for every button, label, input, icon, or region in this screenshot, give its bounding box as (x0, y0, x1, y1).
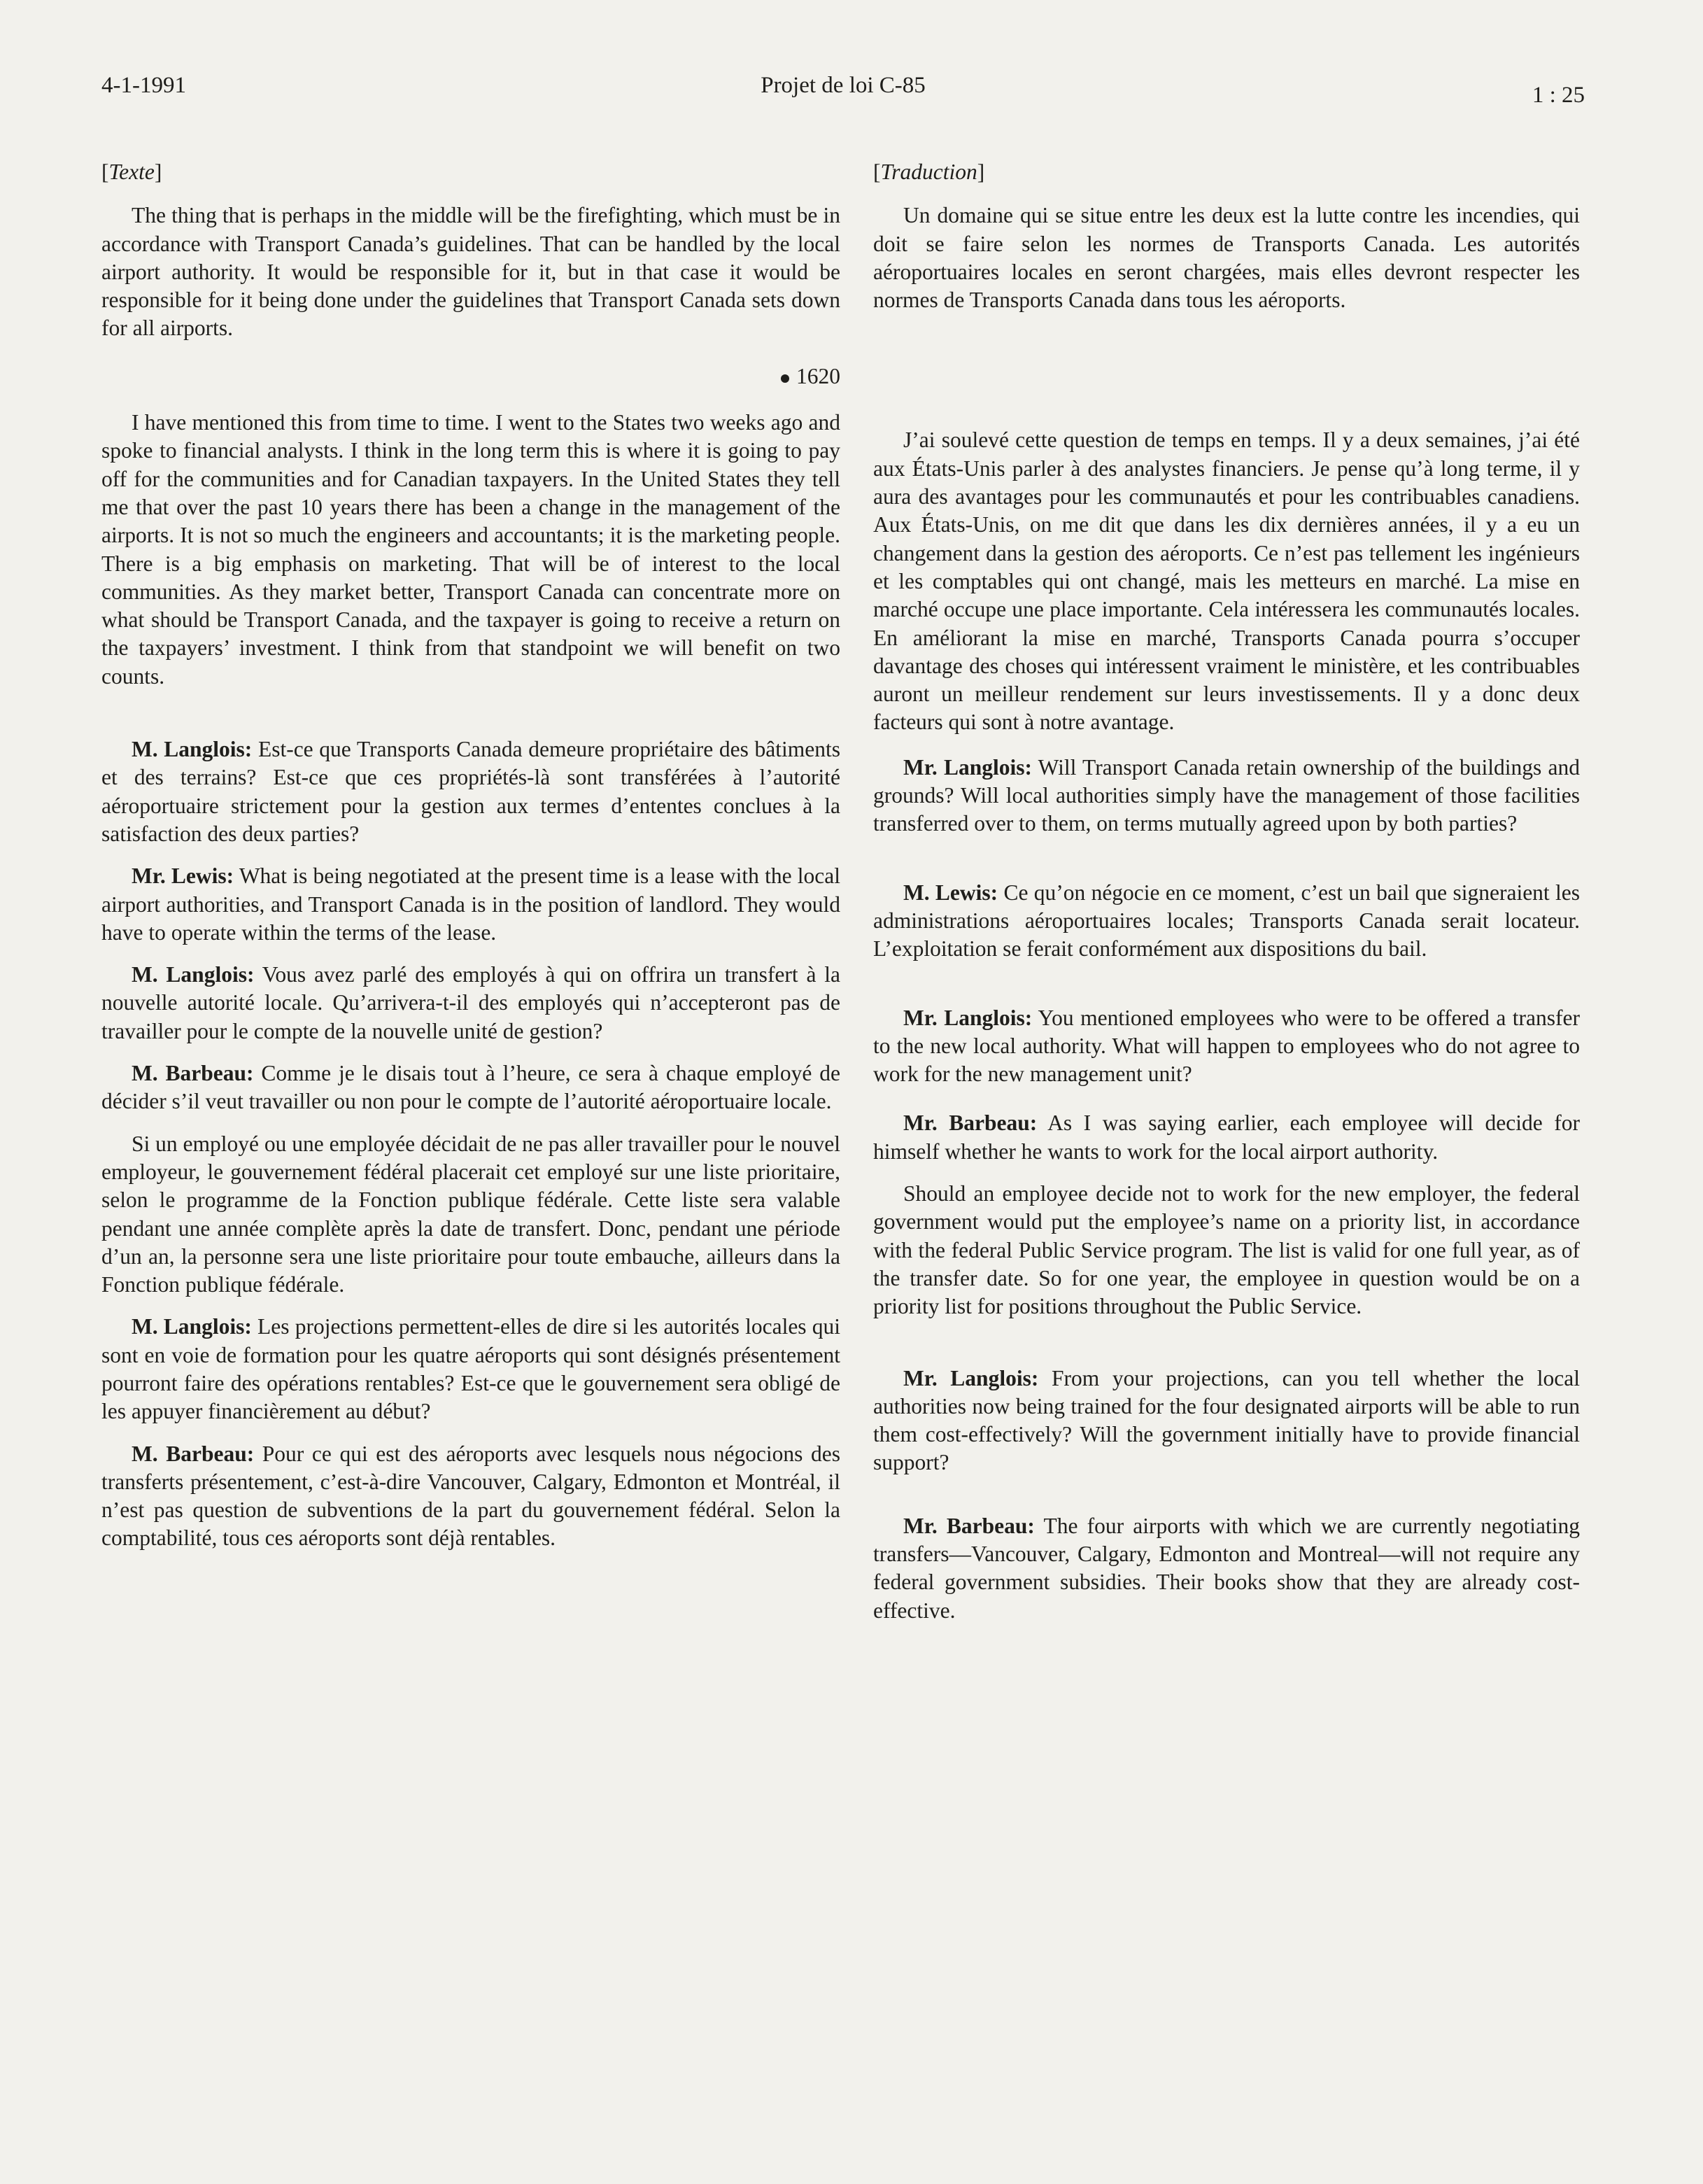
left-column-english (101, 158, 840, 1553)
speaker-text: From your projections, can you tell whether the local authorities now being trained for the four designated airports will be able to run them cost-effectively? Will the government initially have to provide financial support? (873, 1365, 1580, 1475)
timestamp-marker (101, 362, 840, 390)
label-close-bracket: ] (977, 160, 985, 184)
bullet-icon (781, 374, 789, 383)
label-open-bracket: [ (873, 160, 881, 184)
speaker-paragraph (873, 1004, 1580, 1089)
speaker-name: Mr. Langlois: (903, 1365, 1039, 1390)
speaker-paragraph (101, 1440, 840, 1553)
speaker-paragraph (873, 1109, 1580, 1166)
paragraph: Should an employee decide not to work for the new employer, the federal government would put the employee’s name on a priority list, in accordance with the federal Public Service program. The list is valid for one full year, as of the transfer date. So for one year, the employee in question would be on a priority list for positions throughout the Public Service. (873, 1181, 1580, 1319)
speaker-text: Pour ce qui est des aéroports avec lesquels nous négocions des transferts présentement, c’est-à-dire Vancouver, Calgary, Edmonton et Montréal, il n’est pas question de subventions de la part du gouvernement fédéral. Selon la comptabilité, tous ces aéroports sont déjà rentables. (101, 1441, 840, 1551)
right-column-french (873, 158, 1580, 1625)
speaker-name: Mr. Langlois: (903, 1005, 1033, 1030)
speaker-paragraph (101, 862, 840, 947)
page-header (101, 73, 1585, 115)
speaker-paragraph (873, 1365, 1580, 1477)
speaker-text: As I was saying earlier, each employee will decide for himself whether he wants to work for the local airport authority. (873, 1111, 1580, 1164)
paragraph: I have mentioned this from time to time. I went to the States two weeks ago and spoke to financial analysts. I think in the long term this is where it is going to pay off for the communities and for Canadian taxpayers. In the United States they tell me that over the past 10 years there has been a change in the management of the airports. It is not so much the engineers and accountants; it is the marketing people. There is a big emphasis on marketing. That will be of interest to the local communities. As they market better, Transport Canada can concentrate more on what should be Transport Canada, and the taxpayer is going to receive a return on the taxpayers’ investment. I think from that standpoint we will benefit on two counts. (101, 410, 840, 689)
section-label-traduction (873, 158, 1580, 186)
speaker-name: Mr. Langlois: (903, 754, 1032, 780)
speaker-name: M. Barbeau: (132, 1061, 254, 1086)
speaker-name: M. Langlois: (132, 1314, 252, 1339)
header-date: 4-1-1991 (101, 73, 186, 98)
paragraph: The thing that is perhaps in the middle will be the firefighting, which must be in accordance with Transport Canada’s guidelines. That can be handled by the local airport authority. It would be responsible for it, but in that case it would be responsible for it being done under the guidelines that Transport Canada sets down for all airports. (101, 203, 840, 341)
speaker-text: Comme je le disais tout à l’heure, ce sera à chaque employé de décider s’il veut travailler ou non pour le compte de l’autorité aéroportuaire locale. (101, 1061, 841, 1114)
speaker-name: Mr. Lewis: (132, 864, 234, 889)
speaker-name: M. Barbeau: (132, 1441, 255, 1466)
speaker-text: You mentioned employees who were to be offered a transfer to the new local authority. What will happen to employees who do not agree to work for the new management unit? (873, 1005, 1580, 1087)
header-title: Projet de loi C-85 (761, 73, 926, 98)
speaker-paragraph (873, 879, 1580, 964)
speaker-paragraph (101, 1059, 840, 1116)
speaker-paragraph (873, 754, 1580, 838)
speaker-text: Will Transport Canada retain ownership of the buildings and grounds? Will local authorities simply have the management of those facilities transferred over to them, on terms mutually agreed upon by both parties? (873, 754, 1580, 836)
speaker-name: Mr. Barbeau: (903, 1111, 1038, 1136)
speaker-text: The four airports with which we are currently negotiating transfers—Vancouver, Calgary, Edmonton and Montreal—will not require any federal government subsidies. Their books show that they are already cost-effective. (873, 1513, 1580, 1623)
speaker-name: M. Lewis: (903, 880, 998, 905)
speaker-text: Est-ce que Transports Canada demeure propriétaire des bâtiments et des terrains? Est-ce que ces propriétés-là sont transférées à l’autorité aéroportuaire strictement pour la gestion aux termes d’ententes conclues à la satisfaction des deux parties? (101, 737, 840, 846)
speaker-paragraph (101, 1313, 840, 1425)
speaker-paragraph (101, 961, 840, 1045)
speaker-name: M. Langlois: (132, 737, 253, 762)
section-label-texte (101, 158, 840, 186)
speaker-paragraph (101, 735, 840, 848)
label-open-bracket: [ (101, 160, 109, 184)
label-text: Texte (108, 160, 155, 184)
timestamp-text: 1620 (796, 363, 840, 388)
speaker-name: M. Langlois: (132, 962, 255, 987)
speaker-text: What is being negotiated at the present time is a lease with the local airport authorities, and Transport Canada is in the position of landlord. They would have to operate within the terms of the lease. (101, 864, 840, 945)
paragraph: Un domaine qui se situe entre les deux est la lutte contre les incendies, qui doit se faire selon les normes de Transports Canada. Les autorités aéroportuaires locales en seront chargées, mais elles devront respecter les normes de Transports Canada dans tous les aéroports. (873, 203, 1580, 313)
label-text: Traduction (880, 160, 977, 184)
header-page-number: 1 : 25 (1532, 83, 1585, 108)
paragraph: J’ai soulevé cette question de temps en temps. Il y a deux semaines, j’ai été aux États-Unis parler à des analystes financiers. Je pense qu’à long terme, il y aura des avantages pour les communautés et pour les contribuables canadiens. Aux États-Unis, on me dit que dans les dix dernières années, il y a eu un changement dans la gestion des aéroports. Ce n’est pas tellement les ingénieurs et les comptables qui ont changé, mais les metteurs en marché. La mise en marché occupe une place importante. Cela intéressera les communautés locales. En améliorant la mise en marché, Transports Canada pourra s’occuper davantage des choses qui intéressent vraiment le ministère, et les contribuables auront un meilleur rendement sur leurs investissements. Il y a donc deux facteurs qui sont à notre avantage. (873, 428, 1580, 735)
paragraph: Si un employé ou une employée décidait de ne pas aller travailler pour le nouvel employeur, le gouvernement fédéral placerait cet employé sur une liste prioritaire, selon le programme de la Fonction publique fédérale. Cette liste sera valable pendant une année complète après la date de transfert. Donc, pendant une période d’un an, la personne sera une liste prioritaire pour toute embauche, ailleurs dans la Fonction publique fédérale. (101, 1131, 840, 1297)
speaker-paragraph (873, 1512, 1580, 1625)
label-close-bracket: ] (154, 160, 162, 184)
speaker-text: Ce qu’on négocie en ce moment, c’est un bail que signeraient les administrations aéroportuaires locales; Transports Canada serait locateur. L’exploitation se ferait conformément aux dispositions du bail. (873, 880, 1580, 961)
speaker-name: Mr. Barbeau: (903, 1513, 1035, 1538)
speaker-text: Les projections permettent-elles de dire si les autorités locales qui sont en voie de formation pour les quatre aéroports qui sont désignés présentement pourront faire des opérations rentables? Est-ce que le gouvernement sera obligé de les appuyer financièrement au début? (101, 1314, 841, 1424)
speaker-text: Vous avez parlé des employés à qui on offrira un transfert à la nouvelle autorité locale. Qu’arrivera-t-il des employés qui n’accepteront pas de travailler pour le compte de la nouvelle unité de gestion? (101, 962, 840, 1043)
